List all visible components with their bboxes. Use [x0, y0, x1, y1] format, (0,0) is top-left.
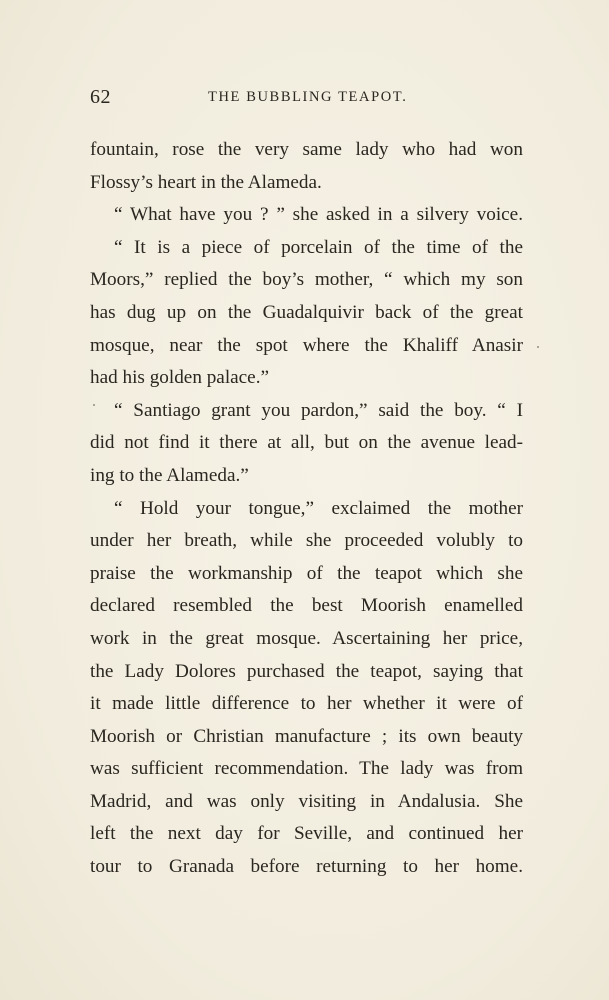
paper-speck	[93, 404, 95, 406]
page-header	[90, 86, 522, 116]
text-line: “ Santiago grant you pardon,” said the boy. “ I	[114, 399, 523, 421]
text-line: did not find it there at all, but on the avenue lead-	[90, 432, 523, 454]
text-line: “ What have you ? ” she asked in a silvery voice.	[114, 204, 523, 226]
text-line: Moors,” replied the boy’s mother, “ which my son	[90, 269, 523, 291]
text-line: has dug up on the Guadalquivir back of the great	[90, 301, 523, 323]
text-line: the Lady Dolores purchased the teapot, saying that	[90, 660, 523, 682]
text-line: mosque, near the spot where the Khaliff Anasir	[90, 334, 523, 356]
text-line: Moorish or Christian manufacture ; its own beauty	[90, 725, 523, 747]
page-number: 62	[90, 86, 111, 108]
text-line: declared resembled the best Moorish enamelled	[90, 595, 523, 617]
paper-speck	[537, 346, 539, 348]
text-line: Madrid, and was only visiting in Andalusia. She	[90, 790, 523, 812]
running-head: THE BUBBLING TEAPOT.	[208, 89, 408, 105]
text-line: was sufficient recommendation. The lady was from	[90, 758, 523, 780]
text-line: left the next day for Seville, and continued her	[90, 823, 523, 845]
text-line: “ It is a piece of porcelain of the time of the	[114, 236, 523, 258]
text-line: tour to Granada before returning to her home.	[90, 856, 523, 878]
text-line: under her breath, while she proceeded volubly to	[90, 530, 523, 552]
text-line: fountain, rose the very same lady who had won	[90, 139, 523, 160]
text-line: had his golden palace.”	[90, 367, 270, 389]
text-line: work in the great mosque. Ascertaining her price,	[90, 627, 523, 649]
body-text	[90, 134, 523, 884]
text-line: it made little difference to her whether it were of	[90, 693, 523, 715]
text-line: Flossy’s heart in the Alameda.	[90, 171, 322, 193]
text-line: “ Hold your tongue,” exclaimed the mother	[114, 497, 523, 519]
text-line: ing to the Alameda.”	[90, 464, 249, 486]
text-line: praise the workmanship of the teapot which she	[90, 562, 523, 584]
